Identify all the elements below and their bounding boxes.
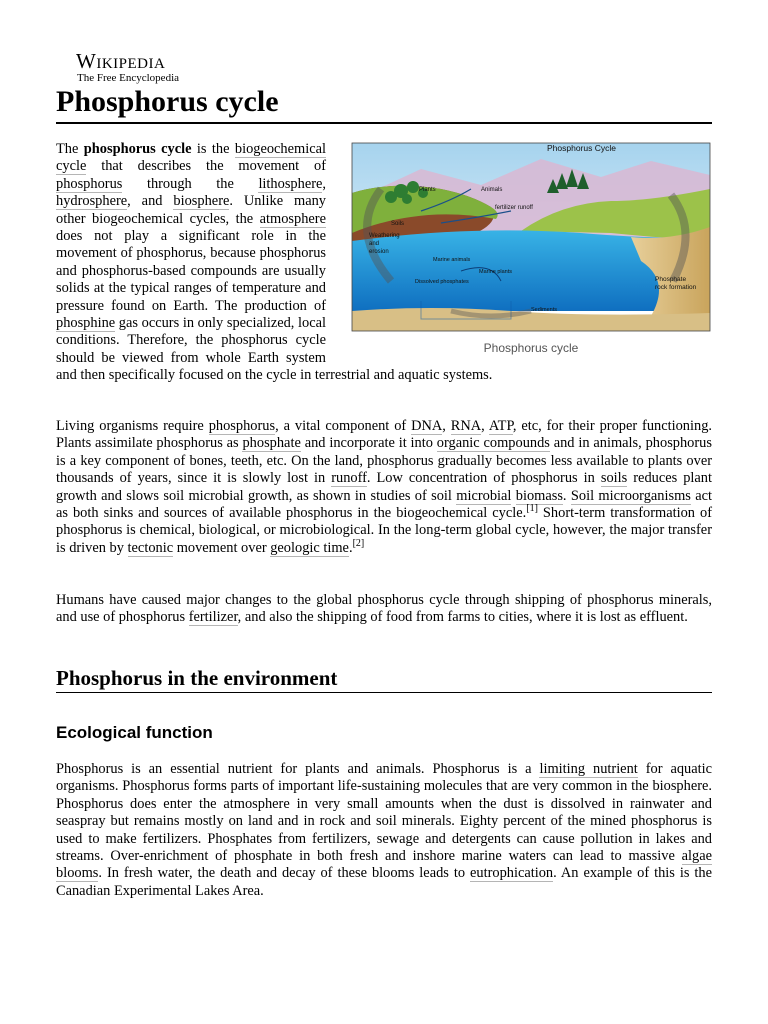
link-runoff[interactable]: runoff	[331, 470, 367, 487]
diagram-title: Phosphorus Cycle	[547, 143, 616, 153]
link-algae-blooms[interactable]: algae blooms	[56, 848, 712, 882]
page-title: Phosphorus cycle	[56, 84, 712, 124]
link-biogeochemical-cycle[interactable]: biogeochemical cycle	[56, 141, 326, 175]
link-phosphate[interactable]: phosphate	[242, 435, 301, 452]
label-fertilizer-runoff: fertilizer runoff	[495, 205, 533, 211]
wikipedia-logo[interactable]	[76, 50, 206, 84]
label-plants: Plants	[419, 187, 436, 193]
label-phosphate-1: Phosphate	[655, 276, 687, 283]
figure-caption: Phosphorus cycle	[483, 341, 579, 355]
intro-paragraph: The phosphorus cycle is the biogeochemical cycle that describes the movement of phosphorus through the lithosphere, hydrosphere, and biosphere. Unlike many other biogeochemical cycles, the atmosphere does not play a significant role in the movement of phosphorus, because phosphorus and phosphorus-based compounds are usually solids at the typical ranges of temperature and pressure found on Earth. The production of phosphine gas occurs in only specialized, local conditions. Therefore, the phosphorus cycle should be viewed from whole Earth system and then specifically focused on the cycle in terrestrial and aquatic systems.	[56, 141, 493, 384]
label-animals: Animals	[481, 187, 503, 193]
paragraph-humans: Humans have caused major changes to the global phosphorus cycle through shipping of phosphorus minerals, and use of phosphorus fertilizer, and also the shipping of food from farms to cities, where it is lost as effluent.	[56, 592, 712, 626]
link-fertilizer[interactable]: fertilizer	[188, 609, 238, 626]
intro-section	[56, 141, 712, 385]
link-biosphere[interactable]: biosphere	[173, 193, 230, 210]
label-soils: Soils	[391, 221, 405, 227]
reference-1[interactable]: [1]	[526, 503, 538, 515]
link-tectonic[interactable]: tectonic	[127, 539, 174, 556]
phosphorus-cycle-diagram[interactable]	[351, 141, 711, 333]
phosphorus-cycle-figure	[350, 141, 712, 355]
label-dissolved-phosphates: Dissolved phosphates	[415, 279, 469, 285]
link-atp[interactable]: ATP	[488, 418, 513, 434]
link-geologic-time[interactable]: geologic time	[270, 539, 349, 556]
paragraph-living-organisms: Living organisms require phosphorus, a vital component of DNA, RNA, ATP, etc, for their proper functioning. Plants assimilate phosphorus as phosphate and incorporate it into organic compounds and in animals, phosphorus is a key component of bones, teeth, etc. On the land, phosphorus gradually becomes less available to plants over thousands of years, since it is slowly lost in runoff. Low concentration of phosphorus in soils reduces plant growth and slows soil microbial growth, as shown in studies of soil microbial biomass. Soil microorganisms act as both sinks and sources of available phosphorus in the biogeochemical cycle.[1] Short-term transformation of phosphorus is chemical, biological, or microbiological. In the long-term global cycle, however, the major transfer is driven by tectonic movement over geologic time.[2]	[56, 418, 713, 556]
logo-tagline: The Free Encyclopedia	[77, 72, 180, 84]
paragraph-ecological-function: Phosphorus is an essential nutrient for plants and animals. Phosphorus is a limiting nutrient for aquatic organisms. Phosphorus forms parts of important life-sustaining molecules that are very common in the biosphere. Phosphorus does enter the atmosphere in very small amounts when the dust is dissolved in rainwater and seaspray but remains mostly on land and in rock and soil minerals. Eighty percent of the mined phosphorus is used to make fertilizers. Phosphates from fertilizers, sewage and detergents can cause pollution in lakes and streams. Over-enrichment of phosphate in both fresh and inshore marine waters can lead to massive algae blooms. In fresh water, the death and decay of these blooms leads to eutrophication. An example of this is the Canadian Experimental Lakes Area.	[56, 761, 713, 899]
link-organic-compounds[interactable]: organic compounds	[436, 435, 550, 452]
link-biomass[interactable]: biomass	[515, 487, 563, 504]
link-phosphorus[interactable]: phosphorus	[56, 175, 123, 192]
label-phosphate-2: rock formation	[655, 284, 697, 291]
label-marine-animals: Marine animals	[433, 257, 471, 263]
link-atmosphere[interactable]: atmosphere	[259, 210, 326, 227]
bold-term: phosphorus cycle	[83, 141, 192, 157]
link-hydrosphere[interactable]: hydrosphere	[56, 193, 128, 210]
link-soil-microorganisms[interactable]: Soil microorganisms	[570, 487, 691, 504]
label-weathering-2: and	[369, 241, 380, 247]
link-soils[interactable]: soils	[600, 470, 628, 487]
link-phosphorus-2[interactable]: phosphorus	[208, 418, 276, 434]
label-sediments: Sediments	[531, 307, 557, 313]
link-eutrophication[interactable]: eutrophication	[470, 865, 554, 882]
subsection-heading: Ecological function	[56, 723, 213, 742]
logo-wordmark: Wikipedia	[76, 49, 166, 73]
link-dna[interactable]: DNA	[411, 418, 443, 434]
label-marine-plants: Marine plants	[479, 269, 513, 275]
link-limiting-nutrient[interactable]: limiting nutrient	[539, 761, 638, 777]
label-weathering-3: erosion	[369, 249, 389, 255]
link-lithosphere[interactable]: lithosphere	[258, 175, 323, 192]
label-weathering-1: Weathering	[369, 233, 400, 239]
reference-2[interactable]: [2]	[352, 538, 365, 550]
link-microbial[interactable]: microbial	[456, 487, 512, 504]
section-heading: Phosphorus in the environment	[56, 665, 712, 693]
link-phosphine[interactable]: phosphine	[56, 315, 116, 332]
link-rna[interactable]: RNA	[450, 418, 482, 434]
